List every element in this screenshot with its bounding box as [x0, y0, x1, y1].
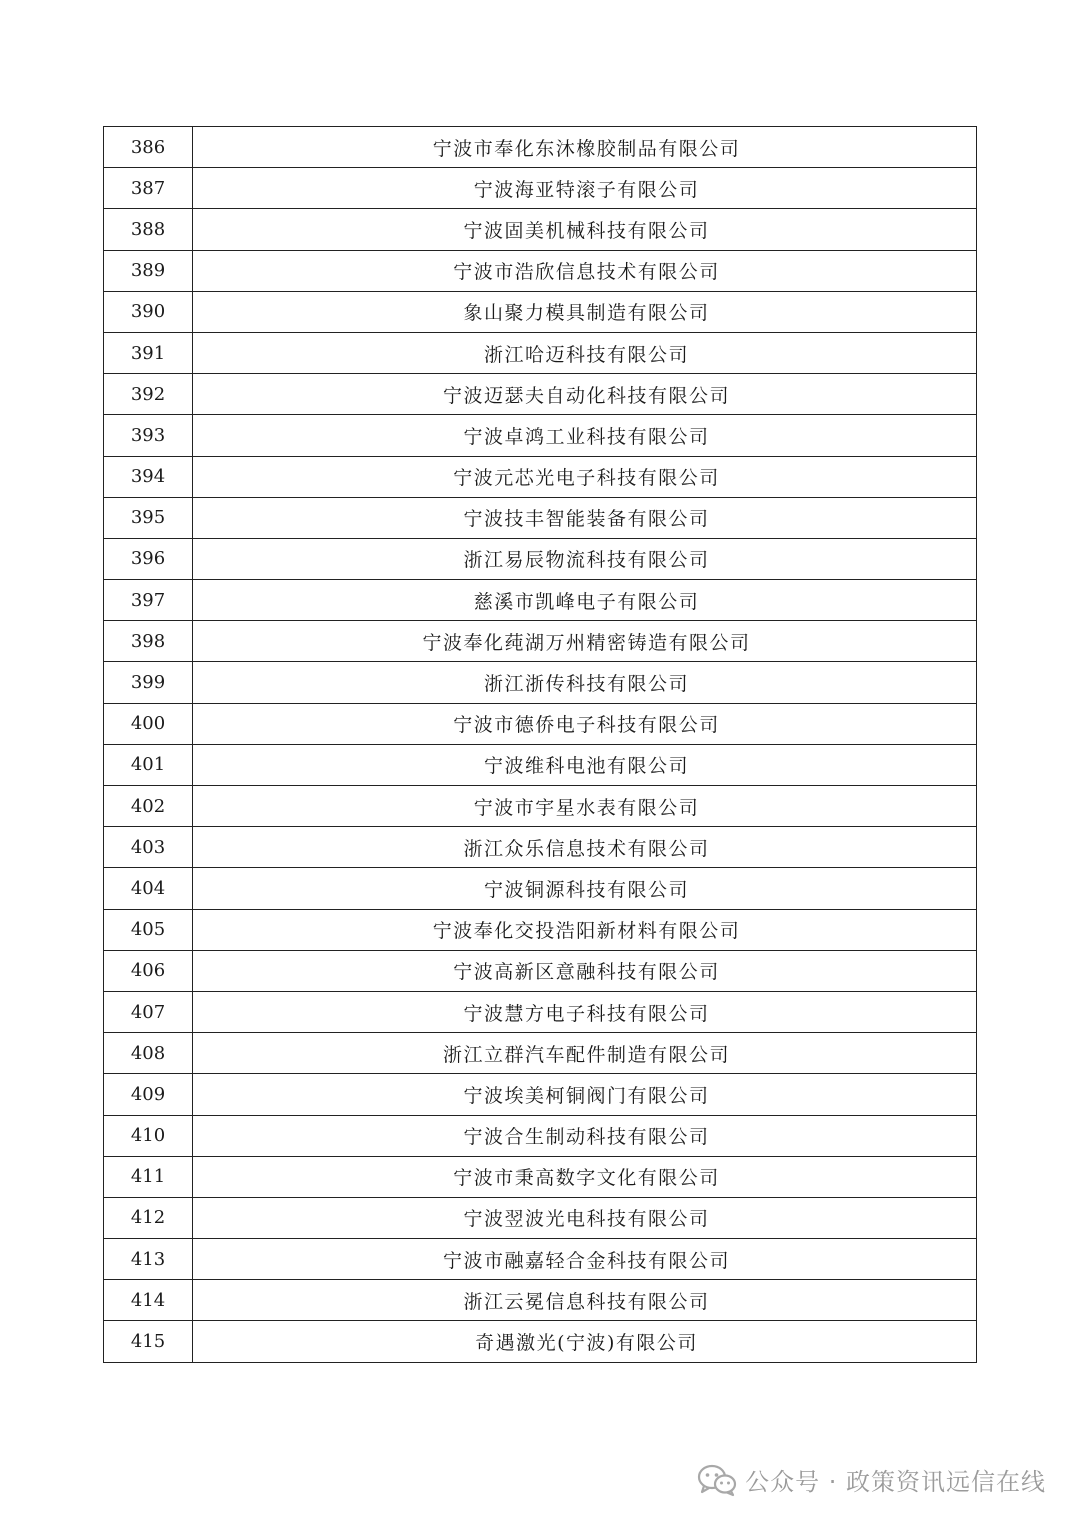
- company-name: 宁波市宇星水表有限公司: [193, 786, 977, 827]
- company-name: 宁波海亚特滚子有限公司: [193, 168, 977, 209]
- table-row: [104, 1033, 977, 1074]
- row-number: 403: [104, 827, 193, 868]
- company-name: 宁波高新区意融科技有限公司: [193, 950, 977, 991]
- company-name: 象山聚力模具制造有限公司: [193, 291, 977, 332]
- company-name: 宁波卓鸿工业科技有限公司: [193, 415, 977, 456]
- company-name: 宁波市融嘉轻合金科技有限公司: [193, 1239, 977, 1280]
- company-name: 宁波合生制动科技有限公司: [193, 1115, 977, 1156]
- company-name: 浙江众乐信息技术有限公司: [193, 827, 977, 868]
- table-row: [104, 1115, 977, 1156]
- company-name: 慈溪市凯峰电子有限公司: [193, 580, 977, 621]
- watermark-text: 公众号 · 政策资讯远信在线: [745, 1468, 1046, 1496]
- row-number: 414: [104, 1280, 193, 1321]
- row-number: 397: [104, 580, 193, 621]
- table-row: [104, 1280, 977, 1321]
- table-row: [104, 950, 977, 991]
- row-number: 394: [104, 456, 193, 497]
- company-name: 宁波市浩欣信息技术有限公司: [193, 250, 977, 291]
- watermark: [697, 1462, 1046, 1497]
- company-name: 奇遇激光(宁波)有限公司: [193, 1321, 977, 1362]
- company-name: 宁波铜源科技有限公司: [193, 868, 977, 909]
- table-row: [104, 1321, 977, 1362]
- table-row: [104, 415, 977, 456]
- company-name: 宁波埃美柯铜阀门有限公司: [193, 1074, 977, 1115]
- company-name: 宁波市秉高数字文化有限公司: [193, 1156, 977, 1197]
- company-name: 宁波技丰智能装备有限公司: [193, 497, 977, 538]
- row-number: 411: [104, 1156, 193, 1197]
- company-name: 宁波市奉化东沐橡胶制品有限公司: [193, 127, 977, 168]
- table-row: [104, 909, 977, 950]
- table-row: [104, 291, 977, 332]
- row-number: 405: [104, 909, 193, 950]
- table-row: [104, 538, 977, 579]
- row-number: 410: [104, 1115, 193, 1156]
- row-number: 393: [104, 415, 193, 456]
- row-number: 413: [104, 1239, 193, 1280]
- table-row: [104, 991, 977, 1032]
- table-row: [104, 497, 977, 538]
- company-name: 宁波奉化交投浩阳新材料有限公司: [193, 909, 977, 950]
- company-name: 浙江立群汽车配件制造有限公司: [193, 1033, 977, 1074]
- table-row: [104, 786, 977, 827]
- table-row: [104, 209, 977, 250]
- table-row: [104, 1197, 977, 1238]
- table-row: [104, 868, 977, 909]
- row-number: 388: [104, 209, 193, 250]
- row-number: 409: [104, 1074, 193, 1115]
- row-number: 392: [104, 374, 193, 415]
- table-row: [104, 662, 977, 703]
- table-row: [104, 703, 977, 744]
- company-name: 浙江易辰物流科技有限公司: [193, 538, 977, 579]
- row-number: 391: [104, 332, 193, 373]
- table-body: [104, 127, 977, 1363]
- row-number: 396: [104, 538, 193, 579]
- row-number: 406: [104, 950, 193, 991]
- company-list-table: [103, 126, 977, 1363]
- row-number: 415: [104, 1321, 193, 1362]
- row-number: 387: [104, 168, 193, 209]
- row-number: 389: [104, 250, 193, 291]
- table-row: [104, 374, 977, 415]
- company-name: 浙江哈迈科技有限公司: [193, 332, 977, 373]
- row-number: 398: [104, 621, 193, 662]
- table-row: [104, 1156, 977, 1197]
- company-name: 浙江云冕信息科技有限公司: [193, 1280, 977, 1321]
- row-number: 386: [104, 127, 193, 168]
- row-number: 400: [104, 703, 193, 744]
- table-row: [104, 827, 977, 868]
- row-number: 395: [104, 497, 193, 538]
- table-row: [104, 127, 977, 168]
- table-row: [104, 456, 977, 497]
- company-name: 宁波固美机械科技有限公司: [193, 209, 977, 250]
- row-number: 399: [104, 662, 193, 703]
- row-number: 407: [104, 991, 193, 1032]
- company-name: 宁波翌波光电科技有限公司: [193, 1197, 977, 1238]
- table-row: [104, 168, 977, 209]
- company-name: 宁波元芯光电子科技有限公司: [193, 456, 977, 497]
- row-number: 408: [104, 1033, 193, 1074]
- table-row: [104, 1239, 977, 1280]
- wechat-icon: [697, 1463, 737, 1497]
- table-row: [104, 250, 977, 291]
- company-name: 宁波奉化莼湖万州精密铸造有限公司: [193, 621, 977, 662]
- row-number: 402: [104, 786, 193, 827]
- table-row: [104, 1074, 977, 1115]
- row-number: 390: [104, 291, 193, 332]
- row-number: 404: [104, 868, 193, 909]
- company-name: 宁波慧方电子科技有限公司: [193, 991, 977, 1032]
- table-row: [104, 332, 977, 373]
- row-number: 412: [104, 1197, 193, 1238]
- company-name: 宁波迈瑟夫自动化科技有限公司: [193, 374, 977, 415]
- table-row: [104, 621, 977, 662]
- company-name: 宁波市德侨电子科技有限公司: [193, 703, 977, 744]
- row-number: 401: [104, 744, 193, 785]
- company-name: 宁波维科电池有限公司: [193, 744, 977, 785]
- table-row: [104, 580, 977, 621]
- table-row: [104, 744, 977, 785]
- company-name: 浙江浙传科技有限公司: [193, 662, 977, 703]
